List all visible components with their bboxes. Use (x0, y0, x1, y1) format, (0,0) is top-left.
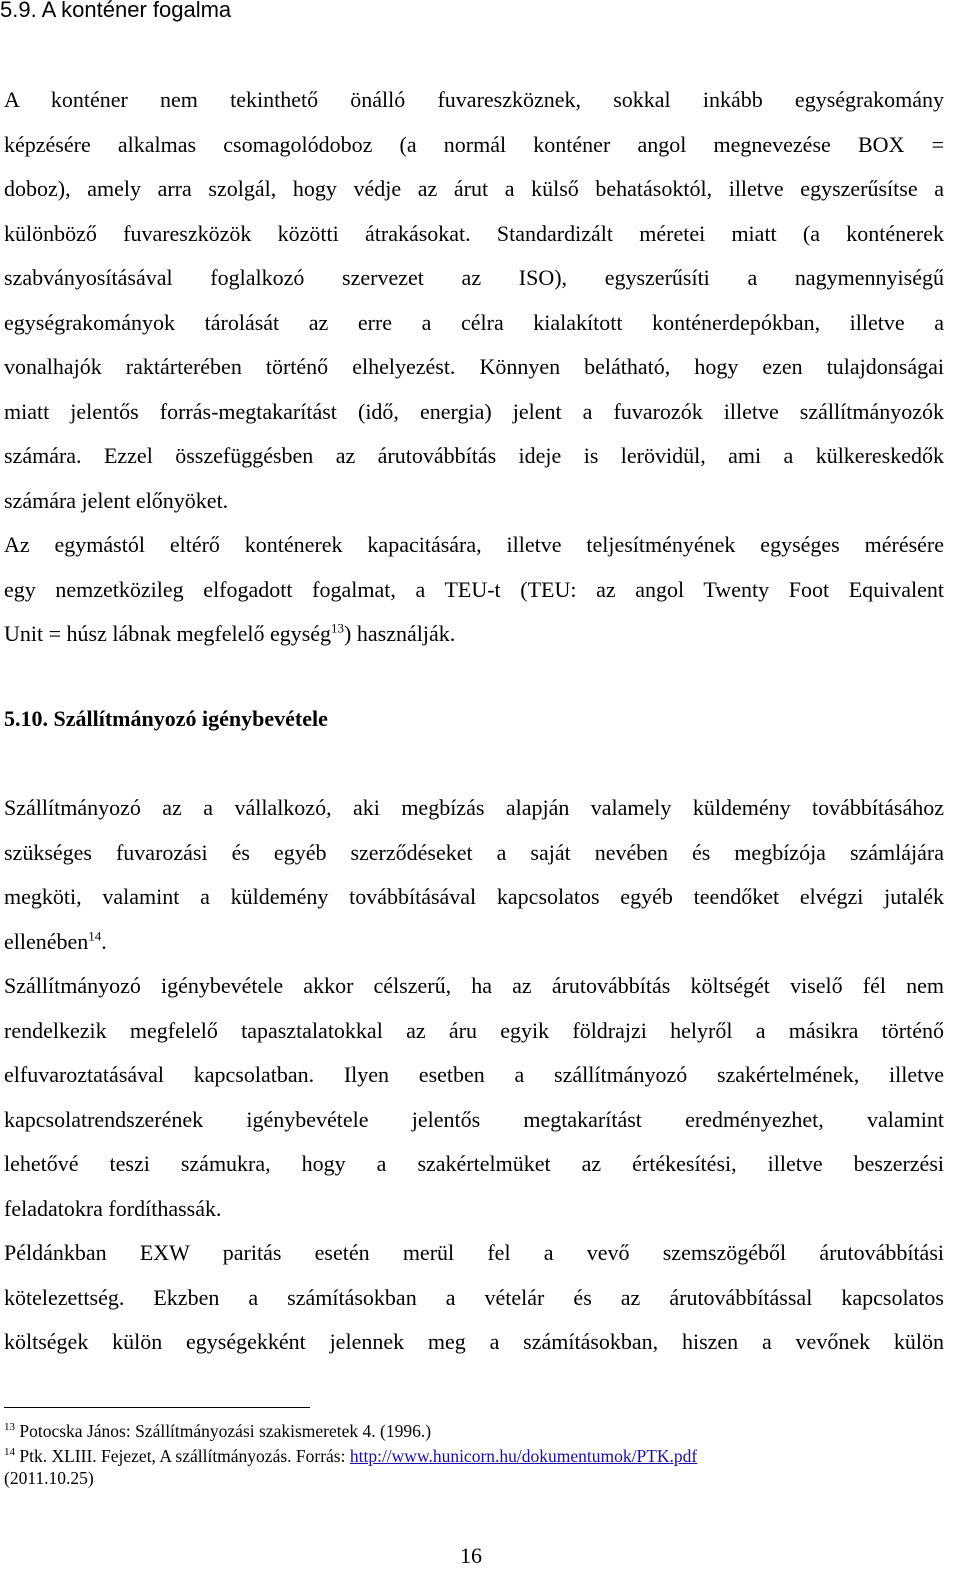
footnote-number: 13 (4, 1421, 15, 1434)
footnote-ref-14[interactable]: 14 (88, 928, 102, 944)
paragraph-exw-example (4, 1231, 944, 1365)
text-line (4, 612, 944, 657)
text-line: Az egymástól eltérő konténerek kapacitására, illetve teljesítményének egységes mérésére (4, 532, 944, 557)
text-line: rendelkezik megfelelő tapasztalatokkal az áru egyik földrajzi helyről a másikra történő (4, 1017, 944, 1043)
text-line: doboz), amely arra szolgál, hogy védje az árut a külső behatásoktól, illetve egyszerűsítse a (4, 176, 944, 201)
text-line: számára jelent előnyöket. (4, 487, 229, 513)
text-line: számára. Ezzel összefüggésben az árutovábbítás ideje is lerövidül, ami a külkereskedők (4, 443, 944, 468)
footnote-text: Ptk. XLIII. Fejezet, A szállítmányozás. Forrás: (15, 1446, 350, 1466)
text-line: kötelezettség. Ekzben a számításokban a vételár és az árutovábbítással kapcsolatos (4, 1284, 944, 1310)
footnote-separator (4, 1407, 310, 1408)
text-line: megköti, valamint a küldemény továbbításával kapcsolatos egyéb teendőket elvégzi jutalék (4, 884, 944, 909)
paragraph-teu (4, 523, 944, 657)
text-segment: ellenében (4, 928, 89, 954)
text-line: képzésére alkalmas csomagolódoboz (a normál konténer angol megnevezése BOX = (4, 131, 944, 157)
text-line: szükséges fuvarozási és egyéb szerződéseket a saját nevében és megbízója számlájára (4, 839, 944, 865)
text-line: Szállítmányozó igénybevétele akkor célszerű, ha az árutovábbítás költségét viselő fél nem (4, 973, 944, 998)
text-line: vonalhajók raktárterében történő elhelyezést. Könnyen belátható, hogy ezen tulajdonságai (4, 354, 944, 379)
text-segment: . (101, 928, 107, 954)
text-line: elfuvaroztatásával kapcsolatban. Ilyen esetben a szállítmányozó szakértelmének, illetve (4, 1062, 944, 1087)
text-segment: ) használják. (344, 621, 456, 646)
paragraph-forwarder-definition (4, 786, 944, 964)
section-heading-5-9: 5.9. A konténer fogalma (0, 0, 232, 22)
text-line: egységrakományok tárolását az erre a célra kialakított konténerdepókban, illetve a (4, 309, 944, 335)
footnote-ref-13[interactable]: 13 (331, 620, 345, 636)
text-line: Szállítmányozó az a vállalkozó, aki megbízás alapján valamely küldemény továbbításához (4, 795, 944, 820)
footnote-date: (2011.10.25) (4, 1468, 94, 1488)
text-line (4, 920, 944, 965)
page-number: 16 (460, 1543, 482, 1568)
paragraph-container-definition (4, 78, 944, 523)
text-line: kapcsolatrendszerének igénybevétele jelentős megtakarítást eredményezhet, valamint (4, 1106, 944, 1132)
footnote-14 (4, 1445, 697, 1489)
footnote-number: 14 (4, 1446, 15, 1459)
text-line: A konténer nem tekinthető önálló fuvareszköznek, sokkal inkább egységrakomány (4, 87, 944, 112)
text-line: szabványosításával foglalkozó szervezet az ISO), egyszerűsíti a nagymennyiségű (4, 265, 944, 290)
paragraph-forwarder-usage (4, 964, 944, 1231)
footnote-text: Potocska János: Szállítmányozási szakismeretek 4. (1996.) (15, 1421, 432, 1441)
footnote-link[interactable]: http://www.hunicorn.hu/dokumentumok/PTK.pdf (349, 1446, 698, 1466)
text-line: egy nemzetközileg elfogadott fogalmat, a TEU-t (TEU: az angol Twenty Foot Equivalent (4, 576, 944, 602)
text-line: költségek külön egységekként jelennek meg a számításokban, hiszen a vevőnek külön (4, 1329, 944, 1354)
text-line: lehetővé teszi számukra, hogy a szakértelmüket az értékesítési, illetve beszerzési (4, 1151, 944, 1176)
footnote-13 (4, 1420, 431, 1442)
section-heading-5-10: 5.10. Szállítmányozó igénybevétele (4, 706, 328, 731)
text-line: különböző fuvareszközök közötti átrakásokat. Standardizált méretei miatt (a konténerek (4, 220, 944, 246)
text-line: feladatokra fordíthassák. (4, 1195, 222, 1221)
text-line: miatt jelentős forrás-megtakarítást (idő, energia) jelent a fuvarozók illetve szállítmányozók (4, 398, 944, 424)
text-line: Példánkban EXW paritás esetén merül fel a vevő szemszögéből árutovábbítási (4, 1240, 944, 1265)
text-segment: Unit = húsz lábnak megfelelő egység (4, 621, 332, 646)
